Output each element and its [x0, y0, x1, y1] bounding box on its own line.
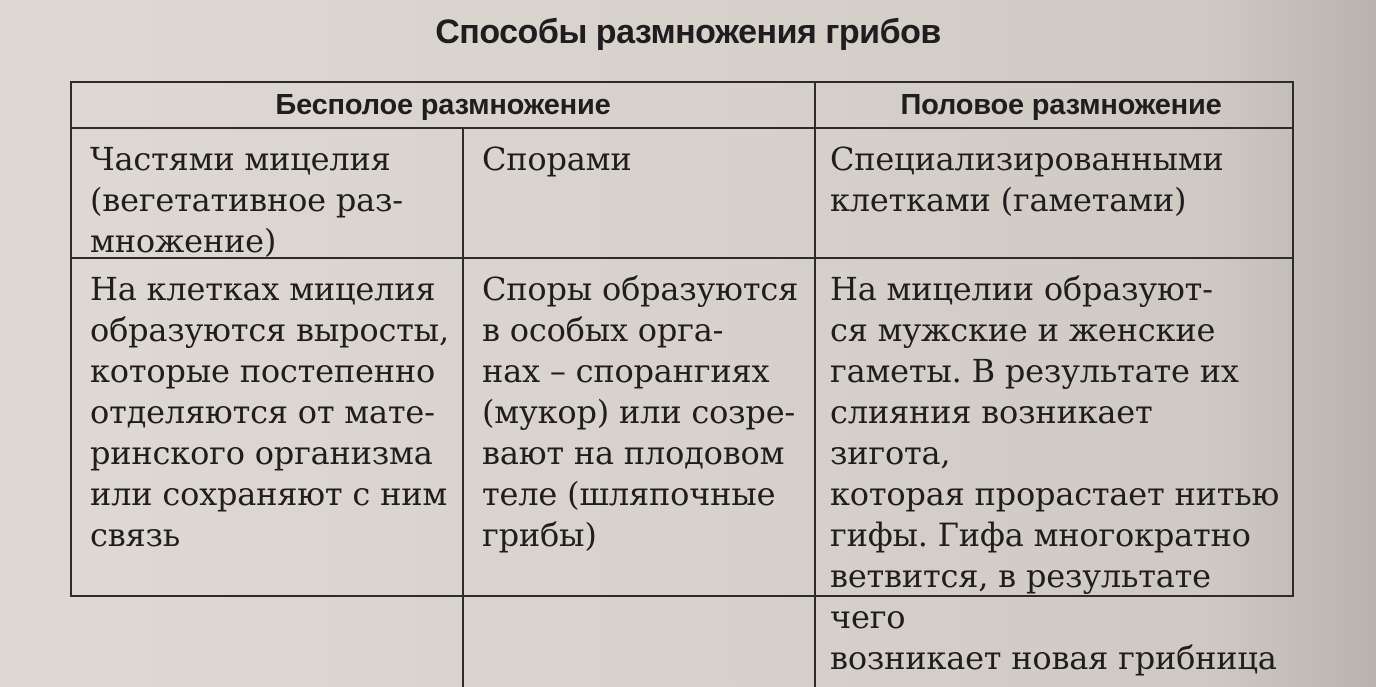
description-mycelium-parts: На клетках мицелия образуются выросты, которые постепенно отделяются от мате- ринского организма или сохраняют с ним связь — [72, 259, 464, 687]
type-gametes: Специализированными клетками (гаметами) — [816, 129, 1292, 259]
description-spores: Споры образуются в особых орга- нах – спорангиях (мукор) или созре- вают на плодовом теле (шляпочные грибы) — [464, 259, 816, 687]
header-sexual-reproduction: Половое размножение — [816, 83, 1292, 129]
header-asexual-reproduction: Бесполое размножение — [72, 83, 816, 129]
page-title: Способы размножения грибов — [435, 13, 941, 51]
description-gametes: На мицелии образуют- ся мужские и женские гаметы. В результате их слияния возникает зигота, которая прорастает нитью гифы. Гифа многократно ветвится, в результате чего возникает новая грибница — [830, 270, 1280, 677]
type-spores: Спорами — [464, 129, 816, 259]
type-mycelium-parts: Частями мицелия (вегетативное раз- множение) — [72, 129, 464, 259]
reproduction-table — [70, 81, 1294, 677]
